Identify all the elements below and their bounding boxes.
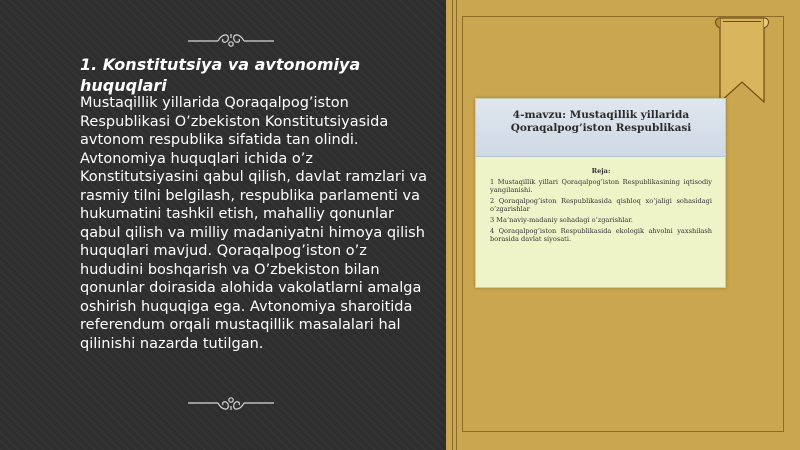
embedded-slide-header bbox=[476, 99, 725, 157]
plan-item: 1 Mustaqillik yillari Qoraqalpog’iston Respublikasining iqtisodiy yangilanishi. bbox=[490, 177, 712, 195]
plan-heading: Reja: bbox=[591, 167, 611, 175]
bookmark-ribbon-icon bbox=[714, 14, 770, 106]
embedded-slide-image bbox=[475, 98, 726, 288]
plan-item: 3 Ma’naviy-madaniy sohadagi o’zgarishlar. bbox=[490, 215, 633, 224]
body-paragraph: Mustaqillik yillarida Qoraqalpog’iston Respublikasi O’zbekiston Konstitutsiyasida avtonom respublika sifatida tan olindi. Avtonomiya huquqlari ichida o’z Konstitutsiyasini qabul qilish, davlat ramzlari va rasmiy tilni belgilash, respublika parlamenti va hukumatini tashkil etish, mahalliy qonunlar qabul qilish va milliy madaniyatni himoya qilish huquqlari mavjud. Qoraqalpog’iston o’z hududini boshqarish va O’zbekiston bilan qonunlar doirasida alohida vakolatlarni amalga oshirish huquqiga ega. Avtonomiya sharoitida referendum orqali mustaqillik masalalari hal qilinishi nazarda tutilgan. bbox=[80, 95, 427, 352]
ornament-top-icon bbox=[186, 30, 276, 52]
section-title: 1. Konstitutsiya va avtonomiya huquqlari bbox=[80, 55, 361, 95]
plan-item: 2 Qoraqalpog’iston Respublikasida qishloq xo’jaligi sohasidagi o’zgarishlar bbox=[490, 196, 712, 214]
panel-line bbox=[456, 0, 457, 450]
embedded-slide-title: 4-mavzu: Mustaqillik yillarida Qoraqalpog’iston Respublikasi bbox=[510, 109, 692, 134]
ornament-bottom-icon bbox=[186, 392, 276, 414]
panel-line bbox=[452, 0, 453, 450]
plan-item: 4 Qoraqalpog’iston Respublikasida ekologik ahvolni yaxshilash borasida davlat siyosati. bbox=[490, 226, 712, 244]
embedded-slide-plan bbox=[490, 167, 712, 246]
